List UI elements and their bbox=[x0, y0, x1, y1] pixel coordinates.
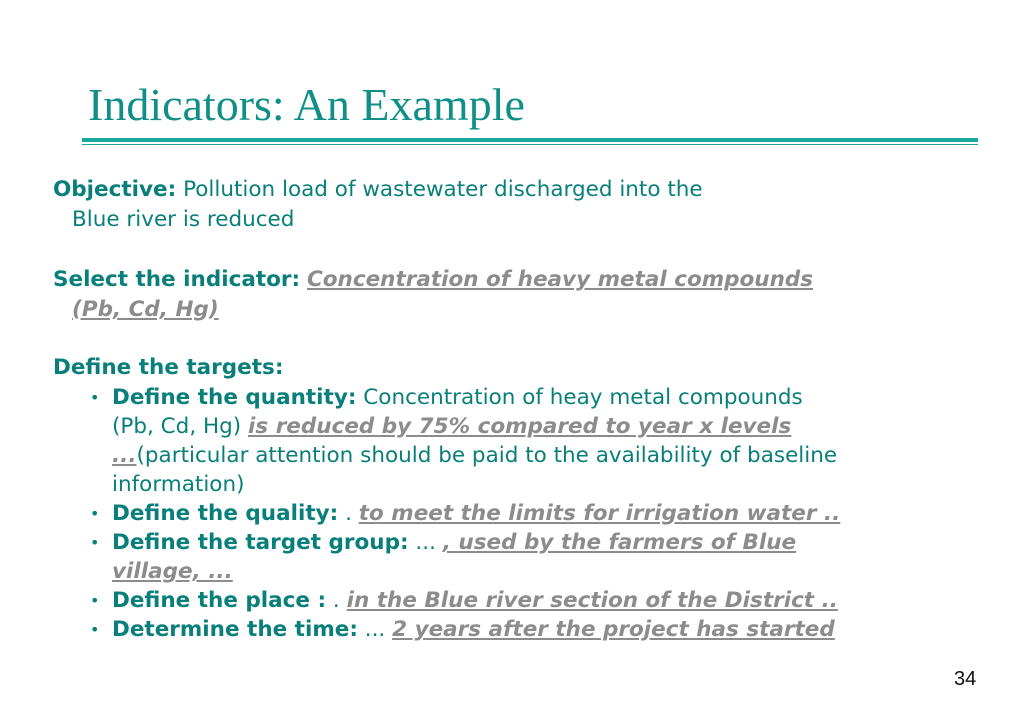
bullet-icon: • bbox=[90, 388, 100, 407]
title-rule-thick bbox=[82, 138, 978, 142]
page-number: 34 bbox=[954, 668, 977, 690]
bullet-icon: • bbox=[90, 591, 100, 610]
bullet-icon: • bbox=[90, 504, 100, 523]
indicator-line-2 bbox=[53, 295, 1003, 325]
objective-text-1: Pollution load of wastewater discharged into the bbox=[183, 177, 703, 202]
indicator-label: Select the indicator: bbox=[53, 267, 301, 292]
quantity-fill-1: is reduced by 75% compared to year x levels bbox=[248, 414, 792, 439]
indicator-value-1: Concentration of heavy metal compounds bbox=[306, 267, 814, 292]
quantity-label: Define the quantity: bbox=[112, 385, 357, 410]
group-label: Define the target group: bbox=[112, 530, 409, 555]
group-sep: ... bbox=[415, 530, 436, 555]
objective-label: Objective: bbox=[53, 177, 177, 202]
target-place bbox=[53, 586, 1003, 615]
target-group bbox=[53, 528, 1003, 586]
group-fill-2: village, ... bbox=[112, 559, 233, 584]
place-sep: . bbox=[332, 588, 340, 613]
bullet-icon: • bbox=[90, 533, 100, 552]
quality-label: Define the quality: bbox=[112, 501, 339, 526]
quantity-text-4: information) bbox=[112, 472, 245, 497]
title-rule-thin bbox=[82, 144, 978, 145]
group-fill-1: , used by the farmers of Blue bbox=[442, 530, 797, 555]
bullet-icon: • bbox=[90, 620, 100, 639]
quantity-text-3: (particular attention should be paid to the availability of baseline bbox=[136, 443, 838, 468]
time-fill: 2 years after the project has started bbox=[392, 617, 835, 642]
quantity-text-2: (Pb, Cd, Hg) bbox=[112, 414, 242, 439]
quantity-text-1: Concentration of heay metal compounds bbox=[363, 385, 803, 410]
place-label: Define the place : bbox=[112, 588, 327, 613]
slide-title: Indicators: An Example bbox=[88, 79, 525, 130]
target-time bbox=[53, 615, 1003, 644]
quality-sep: . bbox=[345, 501, 352, 526]
indicator-line-1 bbox=[53, 265, 1003, 295]
quality-fill: to meet the limits for irrigation water .. bbox=[358, 501, 841, 526]
objective-line-1 bbox=[53, 175, 1003, 205]
targets-label: Define the targets: bbox=[53, 355, 284, 380]
targets-heading bbox=[53, 353, 1003, 383]
time-label: Determine the time: bbox=[112, 617, 358, 642]
slide-body bbox=[53, 175, 1003, 644]
quantity-fill-2: ... bbox=[112, 443, 137, 468]
targets-list bbox=[53, 383, 1003, 644]
target-quantity bbox=[53, 383, 1003, 499]
time-sep: ... bbox=[364, 617, 386, 642]
objective-text-2: Blue river is reduced bbox=[72, 207, 295, 232]
place-fill: in the Blue river section of the District .. bbox=[346, 588, 838, 613]
target-quality bbox=[53, 499, 1003, 528]
indicator-value-2: (Pb, Cd, Hg) bbox=[72, 297, 219, 322]
